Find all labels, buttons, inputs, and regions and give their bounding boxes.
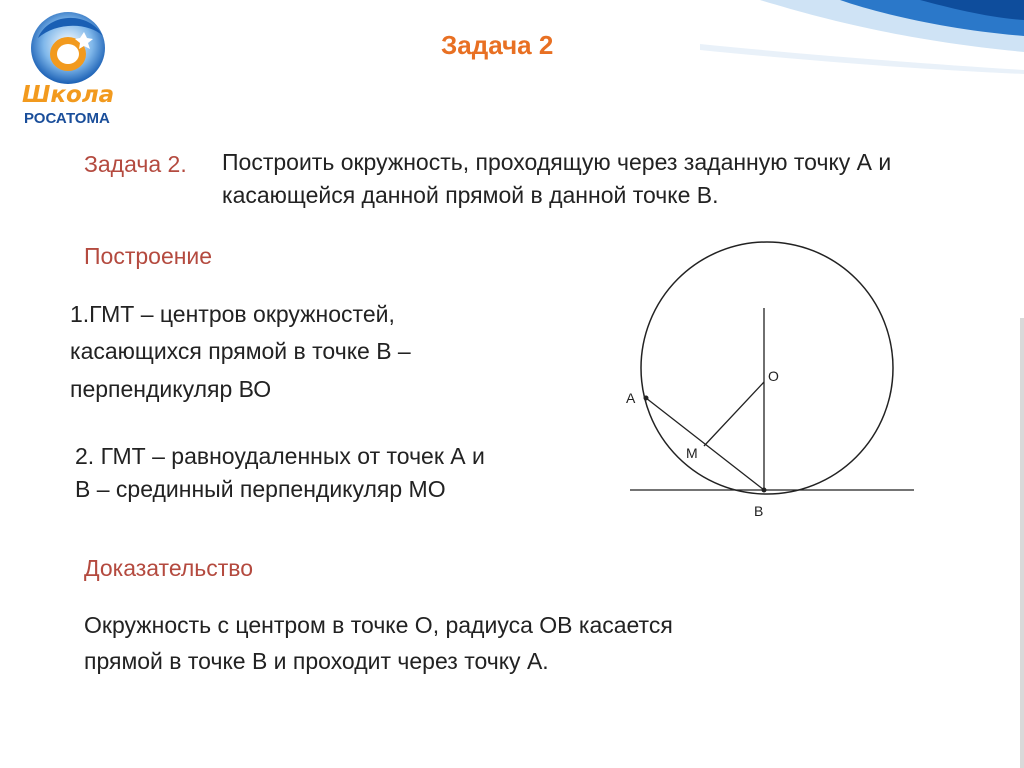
- right-edge-bar: [1020, 318, 1024, 768]
- task-label: Задача 2.: [84, 151, 187, 177]
- proof-text: Окружность с центром в точке О, радиуса ОВ касается прямой в точке В и проходит через точку А.: [84, 612, 673, 674]
- construction-step-2: 2. ГМТ – равноудаленных от точек А и В – срединный перпендикуляр МО: [75, 443, 485, 503]
- point-m-label: M: [686, 445, 698, 461]
- page-title: Задача 2: [441, 30, 554, 60]
- point-b-dot: [762, 488, 767, 493]
- point-a-label: A: [626, 390, 636, 406]
- task-statement: Построить окружность, проходящую через заданную точку А и касающейся данной прямой в данной точке В.: [222, 149, 892, 209]
- point-b-label: B: [754, 503, 764, 519]
- construction-heading: Построение: [84, 243, 213, 269]
- proof-heading: Доказательство: [84, 555, 254, 581]
- construction-step-1: 1.ГМТ – центров окружностей, касающихся прямой в точке В – перпендикуляр ВО: [70, 301, 411, 402]
- constructed-circle: [641, 242, 893, 494]
- perpendicular-mo: [704, 382, 764, 446]
- logo-text-school: Школа: [22, 82, 115, 108]
- point-o-label: O: [768, 368, 779, 384]
- logo-text-rosatom: РОСАТОМА: [24, 110, 110, 127]
- point-a-dot: [644, 396, 649, 401]
